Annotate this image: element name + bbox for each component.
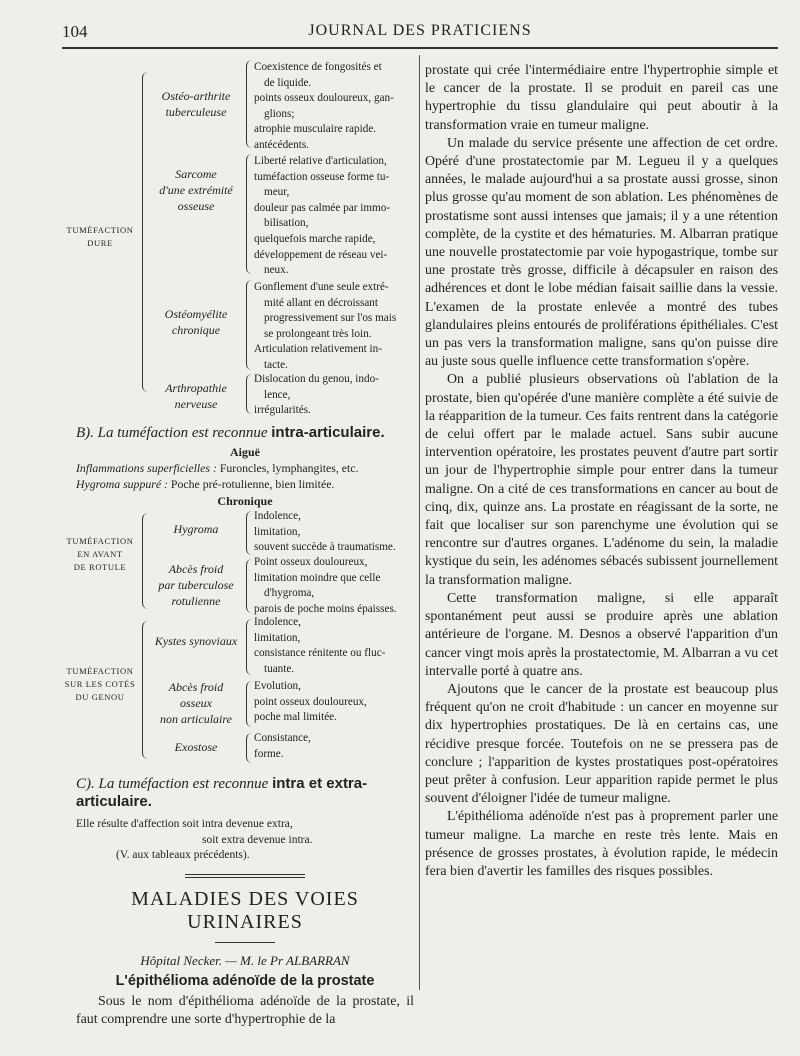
category-line: EN AVANT bbox=[77, 549, 123, 559]
desc-line: Dislocation du genou, indo- bbox=[254, 373, 379, 385]
group-name-line: rotulienne bbox=[171, 594, 221, 608]
desc-line: d'hygroma, bbox=[264, 587, 315, 600]
page-number: 104 bbox=[62, 22, 88, 41]
group-desc bbox=[254, 509, 414, 556]
group-name bbox=[148, 521, 244, 537]
group-name-line: Abcès froid bbox=[168, 562, 224, 576]
table-cotes-genou bbox=[62, 615, 414, 765]
desc-line: antécédents. bbox=[254, 138, 309, 151]
group-name bbox=[148, 679, 244, 727]
group-name-line: Sarcome bbox=[175, 167, 217, 181]
group-desc bbox=[254, 60, 414, 154]
separator-rule bbox=[185, 877, 305, 878]
desc-line: irrégularités. bbox=[254, 404, 311, 417]
group-name-line: par tuberculose bbox=[158, 578, 234, 592]
section-b-heading bbox=[76, 424, 414, 442]
group-name bbox=[148, 88, 244, 120]
left-column bbox=[62, 58, 414, 1029]
paragraph: prostate qui crée l'intermédiaire entre l'hypertrophie simple et le cancer de la prostate. Il se produit en pareil cas une hypertrophie du tissu glandulaire qui peut aboutir à la transformation vraie en tumeur maligne. bbox=[425, 63, 778, 133]
desc-line: limitation, bbox=[254, 525, 301, 538]
category-line: TUMÉFACTION bbox=[66, 225, 134, 235]
section-c-line: soit extra devenue intra. bbox=[202, 833, 313, 846]
category-label bbox=[62, 535, 138, 574]
desc-line: consistance rénitente ou fluc- bbox=[254, 647, 386, 660]
desc-line: parois de poche moins épaisses. bbox=[254, 602, 397, 615]
desc-line: points osseux douloureux, gan- bbox=[254, 92, 394, 105]
desc-line: limitation moindre que celle bbox=[254, 571, 381, 584]
desc-line: tuante. bbox=[264, 662, 295, 675]
group-name-line: d'une extrémité bbox=[159, 183, 233, 197]
paragraph: On a publié plusieurs observations où l'ablation de la prostate, bien qu'opérée d'une manière complète a été suivie de la réapparition de la tumeur. Ces faits rentrent dans la catégorie de celui offert par le malade actuel. Sans subir aucune intervention opératoire, les prostates peuvent d'autre part sortir un jour de l'hypertrophie simple pour entrer dans la tumeur maligne. On a cité de ces transformations en cancer au bout de cinq, dix, quinze ans. La prostate en réagissant de la sorte, ne fait que localiser sur son parenchyme une évolution qui se rencontre sur d'autres organes. L'adénome du sein, la maladie kystique du sein, les adénomes sébacés subissent journellement la transformation maligne. bbox=[425, 372, 778, 588]
article-title: L'épithélioma adénoïde de la prostate bbox=[115, 972, 375, 989]
desc-line: Liberté relative d'articulation, bbox=[254, 155, 387, 167]
desc-line: glions; bbox=[264, 107, 295, 120]
chronique-label: Chronique bbox=[217, 494, 273, 508]
aigue-label: Aiguë bbox=[230, 445, 260, 459]
group-name-line: Exostose bbox=[174, 740, 218, 754]
desc-line: mité allant en décroissant bbox=[264, 296, 379, 309]
section-c-line: Elle résulte d'affection soit intra devenue extra, bbox=[76, 818, 293, 830]
byline: Hôpital Necker. — M. le Pr ALBARRAN bbox=[140, 952, 350, 968]
separator-rule bbox=[215, 942, 275, 943]
desc-line: Coexistence de fongosités et bbox=[254, 61, 382, 73]
desc-line: de liquide. bbox=[264, 76, 312, 89]
article-start bbox=[62, 888, 414, 1029]
desc-line: Evolution, bbox=[254, 680, 301, 692]
category-line: DE ROTULE bbox=[73, 562, 127, 572]
desc-line: tacte. bbox=[264, 358, 288, 371]
column-divider bbox=[419, 55, 420, 990]
group-name-line: nerveuse bbox=[174, 397, 218, 411]
group-name bbox=[148, 166, 244, 214]
line-italic: Inflammations superficielles : bbox=[76, 461, 217, 475]
group-desc bbox=[254, 372, 414, 419]
category-line: TUMÉFACTION bbox=[66, 536, 134, 546]
category-line: DURE bbox=[87, 238, 113, 248]
section-b bbox=[62, 424, 414, 509]
group-desc bbox=[254, 731, 414, 762]
desc-line: meur, bbox=[264, 186, 290, 199]
desc-line: atrophie musculaire rapide. bbox=[254, 123, 377, 136]
category-label bbox=[62, 224, 138, 250]
group-desc bbox=[254, 615, 414, 677]
section-c bbox=[62, 775, 414, 878]
group-name-line: Arthropathie bbox=[165, 381, 227, 395]
group-name-line: osseuse bbox=[177, 199, 215, 213]
group-name bbox=[148, 380, 244, 412]
hygroma-line bbox=[76, 476, 414, 492]
desc-line: Point osseux douloureux, bbox=[254, 556, 368, 568]
desc-line: douleur pas calmée par immo- bbox=[254, 201, 391, 214]
heading-bold: intra-articulaire. bbox=[271, 424, 385, 441]
category-label bbox=[62, 665, 138, 704]
section-c-line: (V. aux tableaux précédents). bbox=[116, 849, 250, 861]
desc-line: développement de réseau vei- bbox=[254, 248, 388, 261]
group-desc bbox=[254, 679, 414, 726]
desc-line: Indolence, bbox=[254, 510, 301, 522]
page-header bbox=[62, 20, 778, 46]
line-text: Furoncles, lymphangites, etc. bbox=[219, 461, 359, 475]
desc-line: forme. bbox=[254, 747, 284, 760]
desc-line: Consistance, bbox=[254, 732, 311, 744]
group-desc bbox=[254, 154, 414, 279]
group-name bbox=[148, 306, 244, 338]
paragraph: Un malade du service présente une affection de cet ordre. Opéré d'une prostatectomie par M. Legueu il y a quelques années, le malade aujourd'hui a sa prostate aussi grosse, sinon plus grosse qu'au moment de son ablation. Les phénomènes de prostatisme sont aussi intenses que jamais; il y a une rétention complète, de la cystite et des hématuries. M. Albarran pratique une nouvelle prostatectomie par voie hypogastrique, tombe sur une prostate très grosse, difficile à décapsuler en raison des adhérences et dont le lobe médian faisait saillie dans la vessie. L'examen de la prostate enlevée a montré des tubes glandulaires pleins entourés de proliférations épithéliales. C'est un pas vers la transformation maligne, sans qu'on puisse dire au juste sous quelle influence cette transformation s'opère. bbox=[425, 135, 778, 370]
group-name bbox=[148, 739, 244, 755]
desc-line: quelquefois marche rapide, bbox=[254, 232, 376, 245]
inflammation-line bbox=[76, 460, 414, 476]
section-title: MALADIES DES VOIES URINAIRES bbox=[131, 887, 359, 933]
section-c-heading bbox=[76, 775, 414, 811]
paragraph: L'épithélioma adénoïde n'est pas à proprement parler une tumeur maligne. La marche en reste très lente. Mais en présence de grosses prostates, à évolution rapide, le médecin fera bien d'avertir les familles des risques possibles. bbox=[425, 809, 778, 879]
article-intro: Sous le nom d'épithélioma adénoïde de la prostate, il faut comprendre une sorte d'hypertrophie de la bbox=[76, 993, 414, 1027]
category-line: DU GENOU bbox=[75, 692, 125, 702]
group-name-line: osseux bbox=[180, 696, 212, 710]
heading-bold: intra et extra-articulaire. bbox=[76, 775, 368, 810]
group-name-line: Ostéomyélite bbox=[164, 307, 228, 321]
category-brace bbox=[142, 72, 151, 392]
header-rule bbox=[62, 47, 778, 49]
paragraph: Ajoutons que le cancer de la prostate est beaucoup plus fréquent qu'on ne croit d'habitude : un cancer en moyenne sur dix hypertrophies prostatiques. De là en certains cas, une récidive presque forcée. Toutefois on ne se pressera pas de conclure ; l'apparition de kystes prostatiques post-opératoires peut prêter à confusion. Leur apparition rapide permet le plus souvent d'éloigner l'idée de tumeur maligne. bbox=[425, 681, 778, 807]
group-name-line: Ostéo-arthrite bbox=[161, 89, 231, 103]
group-name-line: chronique bbox=[171, 323, 221, 337]
category-line: SUR LES COTÉS bbox=[64, 679, 136, 689]
journal-title: JOURNAL DES PRATICIENS bbox=[308, 22, 532, 39]
category-line: TUMÉFACTION bbox=[66, 666, 134, 676]
line-text: Poche pré-rotulienne, bien limitée. bbox=[170, 477, 335, 491]
desc-line: progressivement sur l'os mais bbox=[264, 312, 397, 325]
group-name-line: non articulaire bbox=[160, 712, 232, 726]
desc-line: se prolongeant très loin. bbox=[264, 327, 372, 340]
desc-line: limitation, bbox=[254, 631, 301, 644]
desc-line: Indolence, bbox=[254, 616, 301, 628]
paragraph: Cette transformation maligne, si elle apparaît spontanément peut aussi se produire après une ablation antérieure de l'organe. M. Desnos a observé l'apparition d'un cancer vingt mois après la prostatectomie, M. Albarran a vu cet intervalle porté à quatre ans. bbox=[425, 590, 778, 679]
group-name-line: Hygroma bbox=[173, 522, 219, 536]
line-italic: Hygroma suppuré : bbox=[76, 477, 168, 491]
desc-line: point osseux douloureux, bbox=[254, 695, 367, 708]
desc-line: bilisation, bbox=[264, 217, 309, 230]
heading-italic: C). La tuméfaction est reconnue bbox=[76, 776, 269, 792]
desc-line: poche mal limitée. bbox=[254, 711, 337, 724]
desc-line: Gonflement d'une seule extré- bbox=[254, 281, 389, 293]
group-name-line: Abcès froid bbox=[168, 680, 224, 694]
heading-italic: B). La tuméfaction est reconnue bbox=[76, 425, 268, 441]
group-name bbox=[148, 561, 244, 609]
table-tumefaction-dure bbox=[62, 58, 414, 418]
desc-line: tuméfaction osseuse forme tu- bbox=[254, 170, 390, 183]
group-name-line: tuberculeuse bbox=[165, 105, 227, 119]
group-name bbox=[146, 633, 246, 649]
group-name-line: Kystes synoviaux bbox=[154, 634, 238, 648]
desc-line: lence, bbox=[264, 388, 291, 401]
group-desc bbox=[254, 555, 414, 617]
table-en-avant-rotule bbox=[62, 509, 414, 615]
separator-rule bbox=[185, 874, 305, 875]
desc-line: souvent succède à traumatisme. bbox=[254, 541, 396, 554]
desc-line: neux. bbox=[264, 264, 289, 277]
right-column bbox=[425, 62, 778, 881]
desc-line: Articulation relativement in- bbox=[254, 343, 382, 356]
group-desc bbox=[254, 280, 414, 374]
